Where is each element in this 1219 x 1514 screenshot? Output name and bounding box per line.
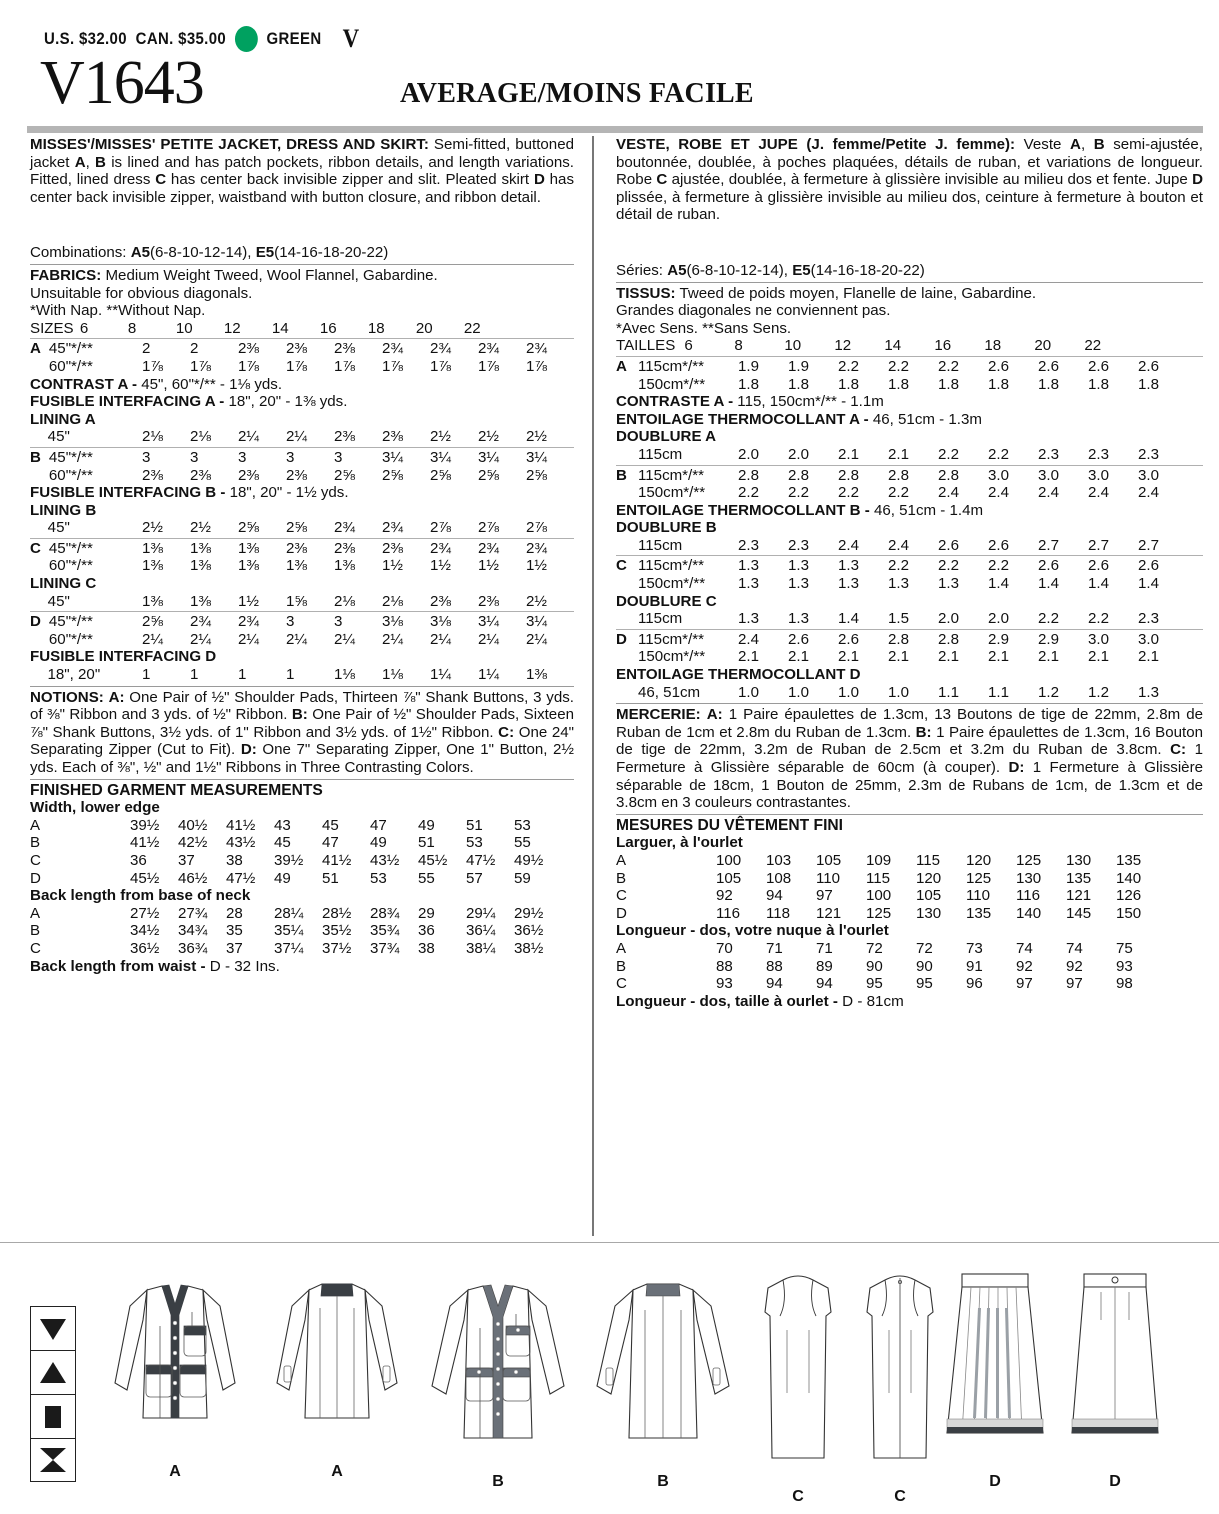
- difficulty-level: AVERAGE/MOINS FACILE: [400, 78, 754, 109]
- figure-skirt-d-front: [940, 1268, 1050, 1491]
- french-yardage-b: [616, 467, 1203, 502]
- figure-label: D: [989, 1473, 1001, 1490]
- english-fm-back-title: Back length from base of neck: [30, 887, 251, 905]
- english-fm-width: [30, 817, 574, 887]
- french-sizes-header: [616, 337, 1203, 355]
- english-yardage-a: [30, 340, 574, 375]
- english-yardage-c: [30, 540, 574, 575]
- english-description: MISSES'/MISSES' PETITE JACKET, DRESS AND SKIRT: Semi-fitted, buttoned jacket A, B is lined and has patch pockets, ribbon details, and length variations. Fitted, lined dress C has center back invisible zipper and slit. Pleated skirt D has center back invisible zipper, waistband with button closure, and ribbon detail.: [30, 136, 575, 206]
- hourglass-icon: [30, 1438, 76, 1482]
- english-fm-title: FINISHED GARMENT MEASUREMENTS: [30, 781, 323, 799]
- english-lining-c-label: LINING C: [30, 575, 97, 593]
- table-row: C 115cm*/** 1.3 1.3 1.3 2.2 2.2 2.2 2.6 2.6 2.6: [616, 557, 1159, 575]
- french-fm-waist: Longueur - dos, taille à ourlet - D - 81cm: [616, 992, 904, 1010]
- figure-jacket-a-back: [272, 1268, 402, 1481]
- french-fusible-b: ENTOILAGE THERMOCOLLANT B - 46, 51cm - 1.4m: [616, 501, 984, 519]
- french-contrast-a: CONTRASTE A - 115, 150cm*/** - 1.1m: [616, 393, 884, 411]
- french-fusible-d-label: ENTOILAGE THERMOCOLLANT D: [616, 666, 861, 684]
- table-row: A 100 103 105 109 115 120 125 130 135: [616, 851, 1142, 869]
- garment-line-drawings: [0, 1250, 1219, 1514]
- table-row: 46, 51cm 1.0 1.0 1.0 1.0 1.1 1.1 1.2 1.2 1.3: [638, 683, 1159, 701]
- french-yardage-c: [616, 557, 1203, 592]
- french-lining-b-label: DOUBLURE B: [616, 519, 717, 537]
- figure-dress-c-back: [852, 1268, 948, 1506]
- table-row: D 45"*/** 2⅝ 2¾ 2¾ 3 3 3⅛ 3⅛ 3¼ 3¼: [30, 613, 547, 631]
- table-row: 60"*/** 1⅜ 1⅜ 1⅜ 1⅜ 1⅜ 1½ 1½ 1½ 1½: [48, 557, 547, 575]
- french-lining-a-label: DOUBLURE A: [616, 428, 717, 446]
- table-row: A 39½ 40½ 41½ 43 45 47 49 51 53: [30, 816, 531, 834]
- envelope-header: [0, 0, 1219, 118]
- figure-skirt-d-back: [1060, 1268, 1170, 1491]
- english-sizes-header: [30, 320, 574, 338]
- rectangle-icon: [30, 1394, 76, 1438]
- price-us: U.S. $32.00: [44, 29, 127, 48]
- table-row: A 70 71 71 72 72 73 74 74 75: [616, 939, 1133, 957]
- french-yardage-a: [616, 358, 1203, 393]
- table-row: 150cm*/** 2.1 2.1 2.1 2.1 2.1 2.1 2.1 2.1 2.1: [638, 648, 1159, 666]
- table-row: 60"*/** 2¼ 2¼ 2¼ 2¼ 2¼ 2¼ 2¼ 2¼ 2¼: [48, 630, 547, 648]
- color-name: GREEN: [266, 29, 322, 48]
- table-row: 115cm 2.0 2.0 2.1 2.1 2.2 2.2 2.3 2.3 2.3: [638, 445, 1159, 463]
- table-row: C 93 94 94 95 95 96 97 97 98: [616, 975, 1133, 993]
- english-lining-a: [30, 428, 574, 446]
- french-fm-back: [616, 940, 1203, 993]
- french-lining-b: [616, 537, 1203, 555]
- table-row: B 115cm*/** 2.8 2.8 2.8 2.8 2.8 3.0 3.0 3.0 3.0: [616, 466, 1159, 484]
- english-fabrics-note: Unsuitable for obvious diagonals.: [30, 284, 253, 302]
- table-row: B 45"*/** 3 3 3 3 3 3¼ 3¼ 3¼ 3¼: [30, 448, 547, 466]
- english-fusible-a: FUSIBLE INTERFACING A - 18", 20" - 1⅜ yds.: [30, 393, 348, 411]
- table-row: A 45"*/** 2 2 2⅜ 2⅜ 2⅜ 2¾ 2¾ 2¾ 2¾: [30, 340, 547, 358]
- fabric-layout-icons: [30, 1306, 76, 1482]
- french-combinations: Séries: A5(6-8-10-12-14), E5(14-16-18-20-22): [616, 261, 925, 279]
- french-fabrics-note: Grandes diagonales ne conviennent pas.: [616, 302, 891, 320]
- price-can: CAN. $35.00: [135, 29, 227, 48]
- table-row: 115cm 1.3 1.3 1.4 1.5 2.0 2.0 2.2 2.2 2.3: [638, 610, 1159, 628]
- english-yardage-b: [30, 449, 574, 484]
- figure-label: A: [331, 1463, 343, 1480]
- table-row: 60"*/** 2⅜ 2⅜ 2⅜ 2⅜ 2⅝ 2⅝ 2⅝ 2⅝ 2⅝: [48, 466, 547, 484]
- table-row: C 36 37 38 39½ 41½ 43½ 45½ 47½ 49½: [30, 851, 544, 869]
- triangle-up-icon: [30, 1350, 76, 1394]
- figure-dress-c-front: [750, 1268, 846, 1506]
- table-row: D 115cm*/** 2.4 2.6 2.6 2.8 2.8 2.9 2.9 3.0 3.0: [616, 630, 1159, 648]
- english-fm-back: [30, 905, 574, 958]
- french-yardage-d: [616, 631, 1203, 666]
- illustrations-divider: [0, 1242, 1219, 1243]
- table-row: SIZES 6 8 10 12 14 16 18 20 22: [30, 319, 481, 337]
- french-fm-back-title: Longueur - dos, votre nuque à l'ourlet: [616, 922, 889, 940]
- table-row: A 115cm*/** 1.9 1.9 2.2 2.2 2.2 2.6 2.6 2.6 2.6: [616, 357, 1159, 375]
- french-lining-a: [616, 446, 1203, 464]
- table-row: D 116 118 121 125 130 135 140 145 150: [616, 904, 1142, 922]
- french-fm-width-title: Larguer, à l'ourlet: [616, 834, 743, 852]
- english-yardage-d: [30, 613, 574, 648]
- table-row: C 45"*/** 1⅜ 1⅜ 1⅜ 2⅜ 2⅜ 2⅜ 2¾ 2¾ 2¾: [30, 539, 547, 557]
- french-fusible-a: ENTOILAGE THERMOCOLLANT A - 46, 51cm - 1.3m: [616, 410, 982, 428]
- header-divider: [27, 126, 1203, 133]
- table-row: C 92 94 97 100 105 110 116 121 126: [616, 887, 1142, 905]
- table-row: 45" 2½ 2½ 2⅝ 2⅝ 2¾ 2¾ 2⅞ 2⅞ 2⅞: [47, 519, 547, 537]
- table-row: 45" 2⅛ 2⅛ 2¼ 2¼ 2⅜ 2⅜ 2½ 2½ 2½: [47, 428, 547, 446]
- figure-label: C: [894, 1488, 906, 1505]
- english-lining-a-label: LINING A: [30, 410, 96, 428]
- table-row: B 105 108 110 115 120 125 130 135 140: [616, 869, 1142, 887]
- french-fabrics: TISSUS: Tweed de poids moyen, Flanelle de laine, Gabardine.: [616, 284, 1037, 302]
- english-nap-note: *With Nap. **Without Nap.: [30, 302, 206, 320]
- english-lining-b: [30, 519, 574, 537]
- english-contrast-a: CONTRAST A - 45", 60"*/** - 1⅛ yds.: [30, 375, 283, 393]
- table-row: B 88 88 89 90 90 91 92 92 93: [616, 957, 1133, 975]
- vogue-logo-icon: V: [342, 24, 360, 53]
- french-lining-c-label: DOUBLURE C: [616, 592, 717, 610]
- english-fusible-b: FUSIBLE INTERFACING B - 18", 20" - 1½ yds.: [30, 484, 349, 502]
- french-fusible-d: [616, 684, 1203, 702]
- table-row: B 34½ 34¾ 35 35¼ 35½ 35¾ 36 36¼ 36½: [30, 922, 544, 940]
- figure-label: B: [492, 1473, 504, 1490]
- figure-jacket-a-front: [110, 1268, 240, 1481]
- english-lining-b-label: LINING B: [30, 501, 97, 519]
- french-fm-width: [616, 852, 1203, 922]
- triangle-down-icon: [30, 1306, 76, 1350]
- table-row: TAILLES 6 8 10 12 14 16 18 20 22: [616, 337, 1102, 355]
- table-row: C 36½ 36¾ 37 37¼ 37½ 37¾ 38 38¼ 38½: [30, 939, 544, 957]
- table-row: 150cm*/** 1.3 1.3 1.3 1.3 1.3 1.4 1.4 1.4 1.4: [638, 575, 1159, 593]
- figure-jacket-b-back: [595, 1268, 731, 1491]
- pattern-number: V1643: [40, 49, 204, 117]
- figure-jacket-b-front: [430, 1268, 566, 1491]
- figure-label: A: [169, 1463, 181, 1480]
- english-column: [0, 136, 592, 1236]
- content-columns: [0, 136, 1219, 1236]
- english-lining-c: [30, 593, 574, 611]
- english-fusible-d: [30, 666, 574, 684]
- french-lining-c: [616, 610, 1203, 628]
- table-row: B 41½ 42½ 43½ 45 47 49 51 53 55: [30, 834, 531, 852]
- english-notions: NOTIONS: A: One Pair of ½" Shoulder Pads, Thirteen ⅞" Shank Buttons, 3 yds. of ⅜" Ribbon and 3 yds. of ½" Ribbon. B: One Pair of ½" Shoulder Pads, Sixteen ⅞" Shank Buttons, 3½ yds. of 1" Ribbon and 3½ yds. of 1½" Ribbon. C: One 24" Separating Zipper (Cut to Fit). D: One 7" Separating Zipper, One 1" Button, 2½ yds. Each of ⅜", ½" and 1½" Ribbons in Three Contrasting Colors.: [30, 688, 574, 776]
- french-column: [592, 136, 1219, 1236]
- figure-label: C: [792, 1488, 804, 1505]
- table-row: D 45½ 46½ 47½ 49 51 53 55 57 59: [30, 869, 531, 887]
- figure-label: B: [657, 1473, 669, 1490]
- english-fm-width-title: Width, lower edge: [30, 799, 160, 817]
- figure-label: D: [1109, 1473, 1121, 1490]
- table-row: 150cm*/** 1.8 1.8 1.8 1.8 1.8 1.8 1.8 1.8 1.8: [638, 375, 1159, 393]
- table-row: 45" 1⅜ 1⅜ 1½ 1⅝ 2⅛ 2⅛ 2⅜ 2⅜ 2½: [47, 592, 547, 610]
- table-row: 60"*/** 1⅞ 1⅞ 1⅞ 1⅞ 1⅞ 1⅞ 1⅞ 1⅞ 1⅞: [48, 357, 547, 375]
- table-row: 18", 20" 1 1 1 1 1⅛ 1⅛ 1¼ 1¼ 1⅜: [47, 666, 547, 684]
- table-row: 150cm*/** 2.2 2.2 2.2 2.2 2.4 2.4 2.4 2.4 2.4: [638, 484, 1159, 502]
- english-fusible-d-label: FUSIBLE INTERFACING D: [30, 648, 217, 666]
- french-notions: MERCERIE: A: 1 Paire épaulettes de 1.3cm, 13 Boutons de tige de 22mm, 2.8m de Ruban de 1cm et 2.8m du Ruban de 1.3cm. B: 1 Paire épaulettes de 1.3cm, 16 Bouton de tige de 22mm, 3.2m de Ruban de 2.5cm et 3.2m du Ruban de 3.8cm. C: 1 Fermeture à Glissière séparable de 60cm (à couper). D: 1 Fermeture à Glissière séparable de 18cm, 1 Bouton de 25mm, 2.3m de Rubans de 1cm, de 1.3cm et de 3.8cm en 3 couleurs contrastantes.: [616, 706, 1203, 812]
- table-row: 115cm 2.3 2.3 2.4 2.4 2.6 2.6 2.7 2.7 2.7: [638, 536, 1159, 554]
- english-fm-waist: Back length from waist - D - 32 Ins.: [30, 957, 280, 975]
- english-combinations: Combinations: A5(6-8-10-12-14), E5(14-16-18-20-22): [30, 244, 389, 262]
- french-description: VESTE, ROBE ET JUPE (J. femme/Petite J. femme): Veste A, B semi-ajustée, boutonnée, doublée, à poches plaquées, détails de ruban, et variations de longueur. Robe C ajustée, doublée, à fermeture à glissière invisible au milieu dos et fente. Jupe D plissée, à fermeture à glissière invisible au milieu dos, ceinture à fermeture à bouton et détail de ruban.: [616, 136, 1203, 224]
- color-dot-icon: [235, 26, 258, 52]
- french-fm-title: MESURES DU VÊTEMENT FINI: [616, 816, 843, 834]
- table-row: A 27½ 27¾ 28 28¼ 28½ 28¾ 29 29¼ 29½: [30, 904, 544, 922]
- french-nap-note: *Avec Sens. **Sans Sens.: [616, 319, 792, 337]
- english-fabrics: FABRICS: Medium Weight Tweed, Wool Flannel, Gabardine.: [30, 266, 438, 284]
